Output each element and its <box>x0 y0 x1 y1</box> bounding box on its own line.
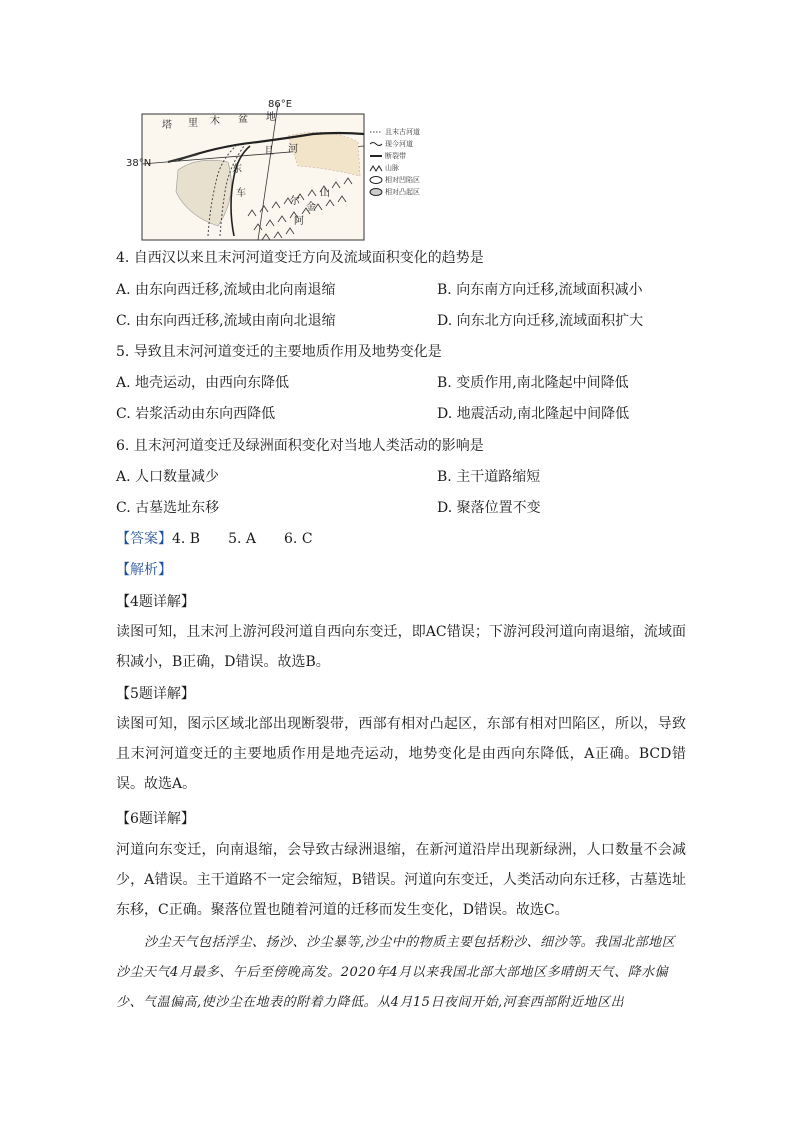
q5-option-a: A. 地壳运动，由西向东降低 <box>116 375 290 391</box>
q5-option-c: C. 岩浆活动由东向西降低 <box>116 406 276 422</box>
label-qie: 且 <box>264 146 274 157</box>
label-jin: 金 <box>306 202 316 213</box>
legend-ancient-river: 且末古河道 <box>385 128 420 136</box>
legend-fault: 断裂带 <box>385 152 406 160</box>
q4-option-c: C. 由东向西迁移,流域由南向北退缩 <box>116 313 336 329</box>
question-6-stem: 6. 且末河河道变迁及绿洲面积变化对当地人类活动的影响是 <box>116 438 484 454</box>
meridian-label: 86°E <box>268 99 293 110</box>
label-a: 阿 <box>294 216 304 227</box>
label-ta: 塔 <box>162 120 172 131</box>
q5-option-b: B. 变质作用,南北隆起中间降低 <box>437 375 629 391</box>
map-legend <box>370 127 420 196</box>
legend-uplift: 相对凸起区 <box>385 188 420 196</box>
label-he: 河 <box>288 144 298 155</box>
answer-line <box>116 529 313 549</box>
q6-option-c: C. 古墓选址东移 <box>116 500 220 516</box>
analysis-label: 【解析】 <box>116 562 172 578</box>
legend-current-river: 现今河道 <box>385 140 413 148</box>
legend-depression: 相对凹陷区 <box>385 176 420 184</box>
label-di: 地 <box>266 112 276 123</box>
detail-6-title: 【6题详解】 <box>116 811 195 827</box>
label-er: 尔 <box>290 196 300 207</box>
river-map-figure <box>126 96 458 244</box>
q6-option-b: B. 主干道路缩短 <box>437 469 541 485</box>
detail-4-body: 读图可知，且末河上游河段河道自西向东变迁，即AC错误；下游河段河道向南退缩，流域面积减小，B正确，D错误。故选B。 <box>116 624 686 670</box>
label-mu: 木 <box>210 116 220 127</box>
passage-text: 沙尘天气包括浮尘、扬沙、沙尘暴等,沙尘中的物质主要包括粉沙、细沙等。我国北部地区沙尘天气4月最多、午后至傍晚高发。2020年4月以来我国北部大部地区多晴朗天气、降水偏少、气温偏高,使沙尘在地表的附着力降低。从4月15日夜间开始,河套西部附近地区出 <box>116 935 676 1010</box>
label-pen: 盆 <box>238 114 248 125</box>
question-4-stem: 4. 自西汉以来且末河河道变迁方向及流域面积变化的趋势是 <box>116 250 484 266</box>
question-5-stem: 5. 导致且末河河道变迁的主要地质作用及地势变化是 <box>116 344 442 360</box>
detail-4-title: 【4题详解】 <box>116 594 195 610</box>
q5-option-d: D. 地震活动,南北隆起中间降低 <box>437 406 630 422</box>
label-shan: 山 <box>320 188 330 199</box>
q6-option-a: A. 人口数量减少 <box>116 469 220 485</box>
q6-option-d: D. 聚落位置不变 <box>437 500 541 516</box>
q4-option-a: A. 由东向西迁移,流域由北向南退缩 <box>116 282 336 298</box>
parallel-label: 38°N <box>126 158 152 169</box>
legend-mountain: 山脉 <box>385 164 399 172</box>
detail-5-title: 【5题详解】 <box>116 686 195 702</box>
label-che: 车 <box>236 188 246 199</box>
answer-label: 【答案】 <box>116 531 172 547</box>
q4-option-b: B. 向东南方向迁移,流域面积减小 <box>437 282 643 298</box>
label-dong: 东 <box>232 164 242 175</box>
detail-5-body: 读图可知，图示区域北部出现断裂带，西部有相对凸起区，东部有相对凹陷区，所以，导致且末河河道变迁的主要地质作用是地壳运动，地势变化是由西向东降低，A正确。BCD错误。故选A。 <box>116 716 686 792</box>
answer-text: 4. B 5. A 6. C <box>172 531 313 547</box>
q4-option-d: D. 向东北方向迁移,流域面积扩大 <box>437 313 644 329</box>
label-li: 里 <box>188 118 198 129</box>
detail-6-body: 河道向东变迁，向南退缩，会导致古绿洲退缩，在新河道沿岸出现新绿洲，人口数量不会减少，A错误。主干道路不一定会缩短，B错误。河道向东变迁，人类活动向东迁移，古墓选址东移，C正确。聚落位置也随着河道的迁移而发生变化，D错误。故选C。 <box>116 842 686 918</box>
